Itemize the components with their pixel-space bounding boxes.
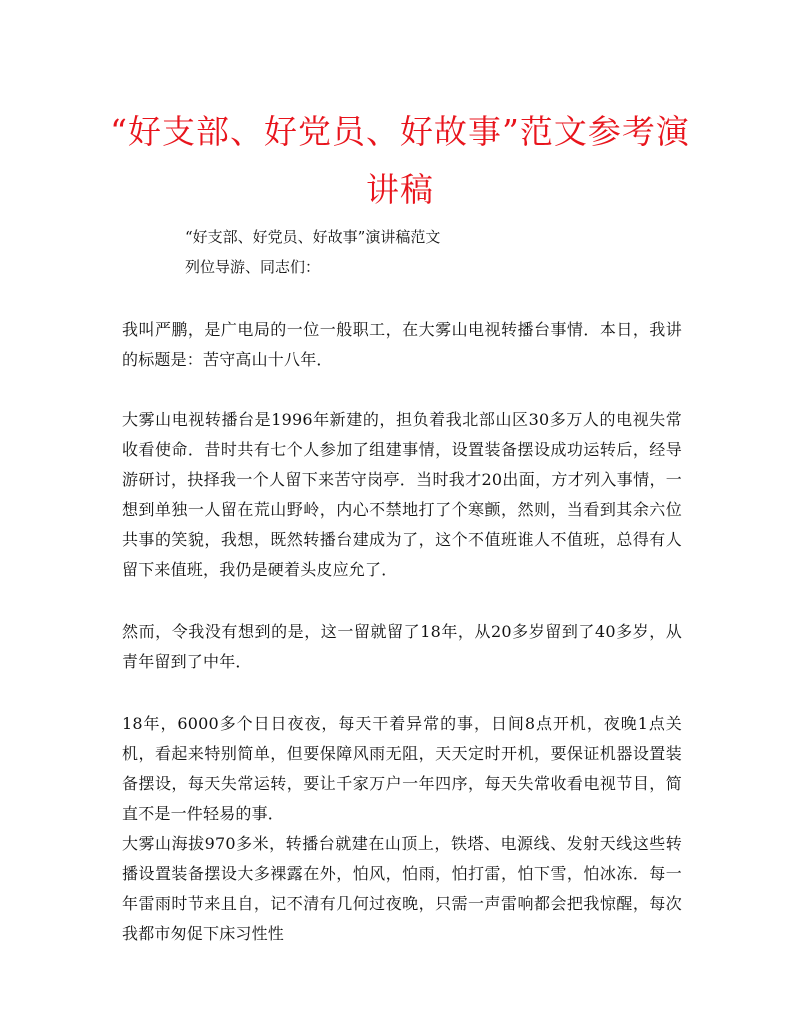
body-paragraph: 然而，令我没有想到的是，这一留就留了18年，从20多岁留到了40多岁，从青年留到了中年． — [122, 622, 682, 671]
document-title-line-2: 讲稿 — [366, 170, 434, 209]
document-subtitle: “好支部、好党员、好故事”演讲稿范文 — [185, 228, 441, 246]
body-paragraph: 大雾山海拔970多米，转播台就建在山顶上，铁塔、电源线、发射天线这些转播设置装备摆设大多裸露在外，怕风，怕雨，怕打雷，怕下雪，怕冰冻．每一年雷雨时节来且自，记不清有几何过夜晚，只需一声雷响都会把我惊醒，每次我都市匆促下床习性性 — [122, 834, 682, 943]
document-title-line-1: “好支部、好党员、好故事”范文参考演 — [110, 112, 690, 151]
body-paragraph: 大雾山电视转播台是1996年新建的，担负着我北部山区30多万人的电视失常收看使命．昔时共有七个人参加了组建事情，设置装备摆设成功运转后，经导游研讨，抉择我一个人留下来苦守岗亭．当时我才20出面，方才列入事情，一想到单独一人留在荒山野岭，内心不禁地打了个寒颤，然则，当看到其余六位共事的笑貌，我想，既然转播台建成为了，这个不值班谁人不值班，总得有人留下来值班，我仍是硬着头皮应允了． — [122, 410, 682, 579]
body-paragraph: 我叫严鹏，是广电局的一位一般职工，在大雾山电视转播台事情．本日，我讲的标题是：苦守高山十八年． — [122, 320, 682, 369]
body-paragraph: 18年，6000多个日日夜夜，每天干着异常的事，日间8点开机，夜晚1点关机，看起来特别简单，但要保障风雨无阻，天天定时开机，要保证机器设置装备摆设，每天失常运转，要让千家万户一年四序，每天失常收看电视节目，简直不是一件轻易的事． — [122, 714, 682, 823]
salutation: 列位导游、同志们： — [185, 258, 321, 276]
